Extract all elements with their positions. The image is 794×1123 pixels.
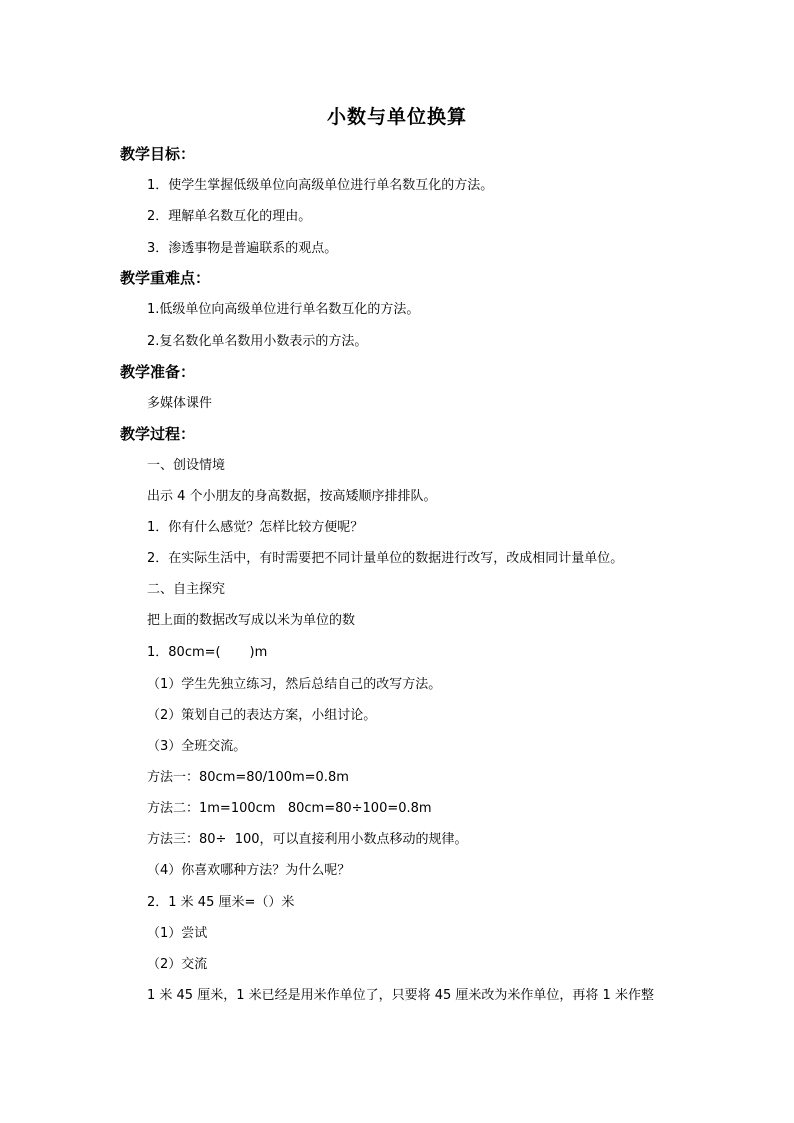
process-line: 2．在实际生活中，有时需要把不同计量单位的数据进行改写，改成相同计量单位。 (147, 551, 624, 566)
process-line: 方法一：80cm=80/100m=0.8m (147, 770, 349, 785)
process-line: 一、创设情境 (147, 458, 226, 473)
section-heading-key-points: 教学重难点： (120, 269, 211, 287)
preparation-item-1: 多媒体课件 (147, 396, 213, 411)
document-title: 小数与单位换算 (326, 106, 467, 128)
section-heading-preparation: 教学准备： (120, 363, 196, 381)
process-line: （3）全班交流。 (147, 739, 247, 754)
process-line: 方法二：1m=100cm 80cm=80÷100=0.8m (147, 801, 432, 816)
goal-item-2: 2．理解单名数互化的理由。 (147, 209, 312, 224)
section-heading-goals: 教学目标： (120, 145, 196, 163)
process-line: （1）学生先独立练习，然后总结自己的改写方法。 (147, 677, 442, 692)
process-line: （2）策划自己的表达方案，小组讨论。 (147, 708, 377, 723)
process-line: （1）尝试 (147, 926, 208, 941)
goal-item-3: 3．渗透事物是普遍联系的观点。 (147, 241, 338, 256)
process-line: 出示 4 个小朋友的身高数据，按高矮顺序排排队。 (147, 489, 437, 504)
process-line: （2）交流 (147, 957, 208, 972)
process-line: 把上面的数据改写成以米为单位的数 (147, 613, 356, 628)
key-point-item-1: 1.低级单位向高级单位进行单名数互化的方法。 (147, 302, 420, 317)
key-point-item-2: 2.复名数化单名数用小数表示的方法。 (147, 334, 368, 349)
process-line: 方法三：80÷ 100，可以直接利用小数点移动的规律。 (147, 832, 468, 847)
process-line: 1．你有什么感觉？怎样比较方便呢？ (147, 520, 364, 535)
process-line: 1．80cm=( )m (147, 645, 268, 660)
process-line: 2．1 米 45 厘米=（）米 (147, 895, 295, 910)
process-line: 1 米 45 厘米，1 米已经是用米作单位了，只要将 45 厘米改为米作单位，再将 1 米作整 (147, 988, 654, 1003)
goal-item-1: 1．使学生掌握低级单位向高级单位进行单名数互化的方法。 (147, 178, 494, 193)
section-heading-process: 教学过程： (120, 425, 196, 443)
process-line: （4）你喜欢哪种方法？为什么呢？ (147, 863, 351, 878)
process-line: 二、自主探究 (147, 582, 226, 597)
